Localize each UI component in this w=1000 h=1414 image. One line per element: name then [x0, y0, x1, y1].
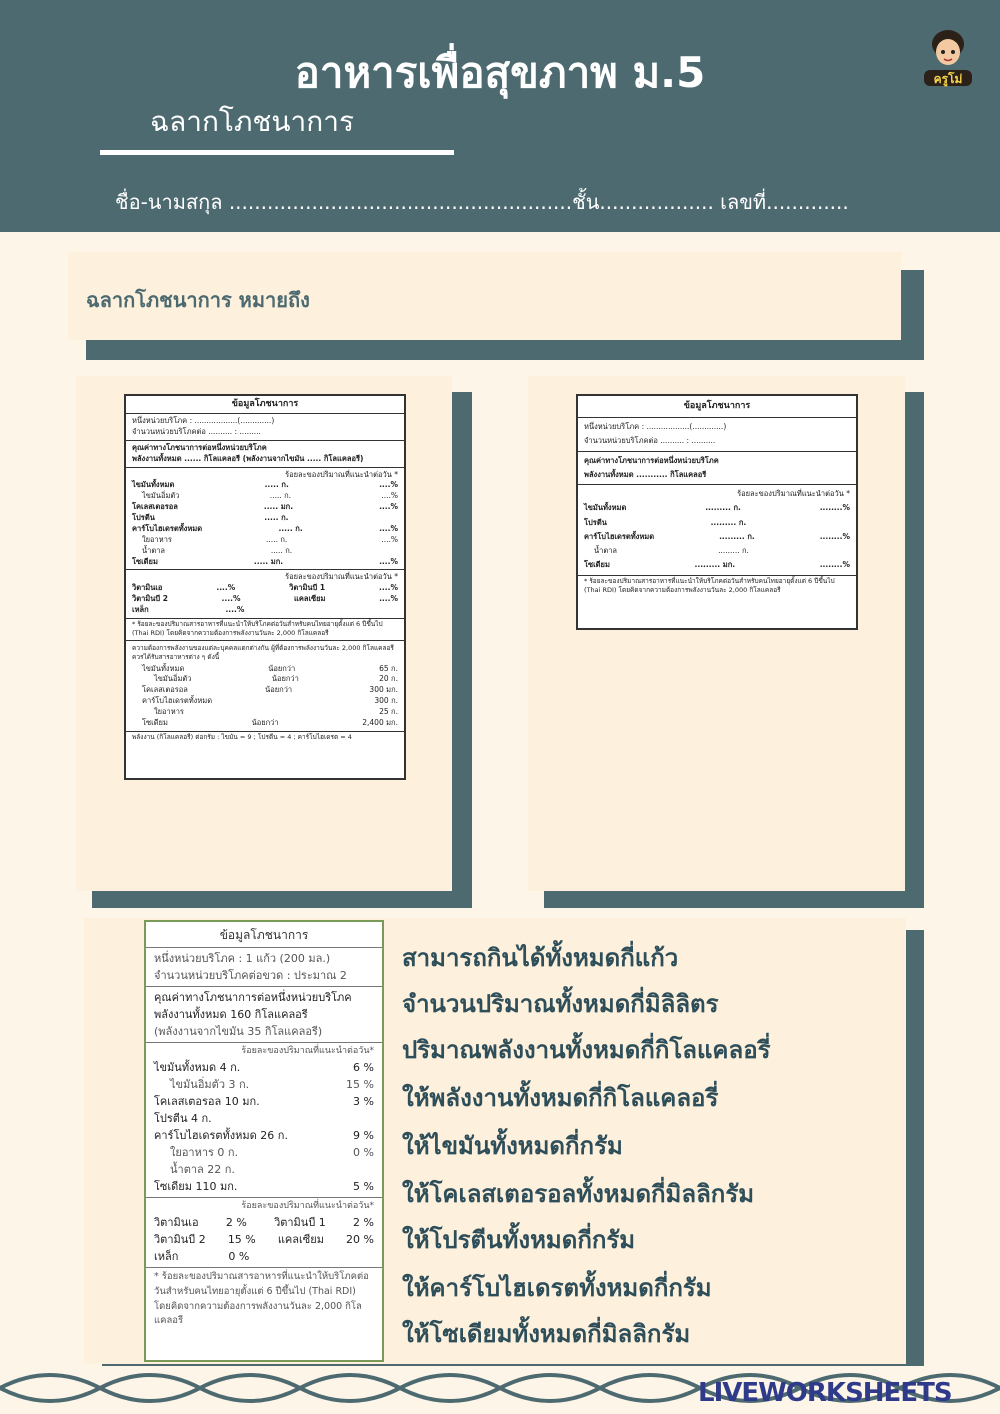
label3-row: โซเดียม 110 มก. 5 % [154, 1180, 374, 1194]
page-title: อาหารเพื่อสุขภาพ ม.5 [294, 48, 706, 97]
label1-row: โคเลสเตอรอล ..... มก. ....% [132, 502, 398, 512]
label3-row: โปรตีน 4 ก. [154, 1111, 212, 1125]
label1-servings-per: จำนวนหน่วยบริโภคต่อ .......... : ......... [132, 426, 261, 436]
student-info-line: ชื่อ-นามสกุล ......................................................ชั้น.................. เลขที่............. [115, 190, 849, 214]
label3-row: ไขมันอิ่มตัว 3 ก. 15 % [170, 1077, 374, 1091]
label3-title: ข้อมูลโภชนาการ [146, 922, 382, 948]
label1-req-row: โคเลสเตอรอล น้อยกว่า 300 มก. [142, 685, 398, 695]
teacher-avatar-icon [918, 22, 978, 92]
question-3[interactable]: ปริมาณพลังงานทั้งหมดกี่กิโลแคลอรี่ [402, 1036, 771, 1064]
question-9[interactable]: ให้โซเดียมทั้งหมดกี่มิลลิกรัม [402, 1320, 691, 1348]
label2-nutrition-head: คุณค่าทางโภชนาการต่อหนึ่งหน่วยบริโภค [584, 455, 719, 465]
label2-row: ไขมันทั้งหมด ......... ก. ........% [584, 503, 850, 513]
label3-note: * ร้อยละของปริมาณสารอาหารที่แนะนำให้บริโภคต่อวันสำหรับคนไทยอายุตั้งแต่ 6 ปีขึ้นไป (Thai RDI) โดยคิดจากความต้องการพลังงานวันละ 2,000 กิโลแคลอรี [154, 1271, 369, 1327]
label1-vit-row: วิตามินเอ ....% วิตามินบี 1 ....% [132, 583, 398, 593]
label3-energy: พลังงานทั้งหมด 160 กิโลแคลอรี [154, 1007, 308, 1021]
question-1[interactable]: สามารถกินได้ทั้งหมดกี่แก้ว [402, 944, 679, 972]
page-subtitle: ฉลากโภชนาการ [150, 105, 354, 138]
question-8[interactable]: ให้คาร์โบไฮเดรตทั้งหมดกี่กรัม [402, 1274, 712, 1302]
label3-vit-head: ร้อยละของปริมาณที่แนะนำต่อวัน* [241, 1201, 374, 1212]
label1-row: คาร์โบไฮเดรตทั้งหมด ..... ก. ....% [132, 523, 398, 533]
avatar-text: ครูโม่ [933, 72, 963, 86]
label2-row: โปรตีน ......... ก. [584, 517, 747, 527]
label1-footer: พลังงาน (กิโลแคลอรี) ต่อกรัม : ไขมัน = 9 ; โปรตีน = 4 ; คาร์โบไฮเดรต = 4 [132, 732, 352, 741]
label2-rdi-head: ร้อยละของปริมาณที่แนะนำต่อวัน * [737, 489, 850, 499]
label1-note2: ความต้องการพลังงานของแต่ละบุคคลแตกต่างกัน ผู้ที่ต้องการพลังงานวันละ 2,000 กิโลแคลอรี ควรได้รับสารอาหารต่าง ๆ ดังนี้ [132, 643, 394, 662]
label2-note: * ร้อยละของปริมาณสารอาหารที่แนะนำให้บริโภคต่อวันสำหรับคนไทยอายุตั้งแต่ 6 ปีขึ้นไป (Thai RDI) โดยคิดจากความต้องการพลังงานวันละ 2,000 กิโลแคลอรี [584, 576, 835, 595]
definition-label: ฉลากโภชนาการ หมายถึง [86, 288, 310, 312]
label1-req-row: คาร์โบไฮเดรตทั้งหมด 300 ก. [142, 696, 398, 706]
label3-vit-row: วิตามินเอ 2 % วิตามินบี 1 2 % [154, 1216, 374, 1230]
label3-row: คาร์โบไฮเดรตทั้งหมด 26 ก. 9 % [154, 1128, 374, 1142]
question-2[interactable]: จำนวนปริมาณทั้งหมดกี่มิลิลิตร [402, 990, 719, 1018]
label1-req-row: ไขมันอิ่มตัว น้อยกว่า 20 ก. [154, 674, 398, 684]
label1-req-row: โซเดียม น้อยกว่า 2,400 มก. [142, 717, 398, 727]
label3-energy-fat: (พลังงานจากไขมัน 35 กิโลแคลอรี) [154, 1024, 323, 1038]
label3-row: ไขมันทั้งหมด 4 ก. 6 % [154, 1060, 374, 1074]
label2-energy: พลังงานทั้งหมด ........... กิโลแคลอรี [584, 469, 707, 479]
label1-energy: พลังงานทั้งหมด ...... กิโลแคลอรี (พลังงานจากไขมัน ..... กิโลแคลอรี) [132, 453, 364, 463]
label1-row: ใยอาหาร ..... ก. ....% [142, 534, 398, 544]
label1-rdi-head: ร้อยละของปริมาณที่แนะนำต่อวัน * [285, 469, 398, 479]
label1-req-row: ใยอาหาร 25 ก. [154, 707, 398, 717]
label3-vit-row: เหล็ก 0 % [154, 1250, 250, 1264]
question-6[interactable]: ให้โคเลสเตอรอลทั้งหมดกี่มิลลิกรัม [402, 1180, 755, 1208]
label1-vit-row: วิตามินบี 2 ....% แคลเซียม ....% [132, 594, 398, 604]
liveworksheets-watermark: LIVEWORKSHEETS [698, 1378, 952, 1408]
label2-row: โซเดียม ......... มก. ........% [584, 560, 850, 570]
label1-req-row: ไขมันทั้งหมด น้อยกว่า 65 ก. [142, 663, 398, 673]
label3-rdi-head: ร้อยละของปริมาณที่แนะนำต่อวัน* [241, 1045, 374, 1056]
nutrition-label-blank-1 [124, 394, 406, 780]
label1-vit-head: ร้อยละของปริมาณที่แนะนำต่อวัน * [285, 572, 398, 582]
label1-row: น้ำตาล ..... ก. [142, 545, 293, 555]
label1-nutrition-head: คุณค่าทางโภชนาการต่อหนึ่งหน่วยบริโภค [132, 442, 267, 452]
question-4[interactable]: ให้พลังงานทั้งหมดกี่กิโลแคลอรี่ [402, 1084, 719, 1112]
label1-row: ไขมันอิ่มตัว ..... ก. ....% [142, 491, 398, 501]
question-7[interactable]: ให้โปรตีนทั้งหมดกี่กรัม [402, 1226, 636, 1254]
label2-row: คาร์โบไฮเดรตทั้งหมด ......... ก. ........% [584, 531, 850, 541]
label1-note1: * ร้อยละของปริมาณสารอาหารที่แนะนำให้บริโภคต่อวันสำหรับคนไทยอายุตั้งแต่ 6 ปีขึ้นไป (Thai RDI) โดยคิดจากความต้องการพลังงานวันละ 2,000 กิโลแคลอรี [126, 619, 404, 641]
label3-row: น้ำตาล 22 ก. [170, 1163, 235, 1177]
label1-title: ข้อมูลโภชนาการ [126, 396, 404, 414]
label3-vit-row: วิตามินบี 2 15 % แคลเซียม 20 % [154, 1233, 374, 1247]
label3-nutrition-head: คุณค่าทางโภชนาการต่อหนึ่งหน่วยบริโภค [154, 990, 352, 1004]
label3-row: โคเลสเตอรอล 10 มก. 3 % [154, 1094, 374, 1108]
label3-servings-per: จำนวนหน่วยบริโภคต่อขวด : ประมาณ 2 [154, 968, 347, 982]
label2-title: ข้อมูลโภชนาการ [578, 396, 856, 418]
label1-row: โปรตีน ..... ก. [132, 513, 289, 523]
label2-servings-per: จำนวนหน่วยบริโภคต่อ .......... : .......... [584, 436, 716, 446]
label1-vit-row: เหล็ก ....% [132, 605, 245, 615]
nutrition-label-filled [144, 920, 384, 1362]
nutrition-label-blank-2 [576, 394, 858, 630]
label1-serving: หนึ่งหน่วยบริโภค : ..................(.............) [132, 416, 275, 426]
label2-serving: หนึ่งหน่วยบริโภค : ..................(.............) [584, 422, 727, 432]
label3-row: ใยอาหาร 0 ก. 0 % [170, 1146, 374, 1159]
label2-row: น้ำตาล ......... ก. [594, 546, 749, 556]
label1-row: โซเดียม ..... มก. ....% [132, 556, 398, 566]
label3-serving: หนึ่งหน่วยบริโภค : 1 แก้ว (200 มล.) [154, 951, 331, 965]
question-5[interactable]: ให้ไขมันทั้งหมดกี่กรัม [402, 1132, 623, 1160]
title-underline [100, 150, 454, 155]
label1-row: ไขมันทั้งหมด ..... ก. ....% [132, 480, 398, 490]
